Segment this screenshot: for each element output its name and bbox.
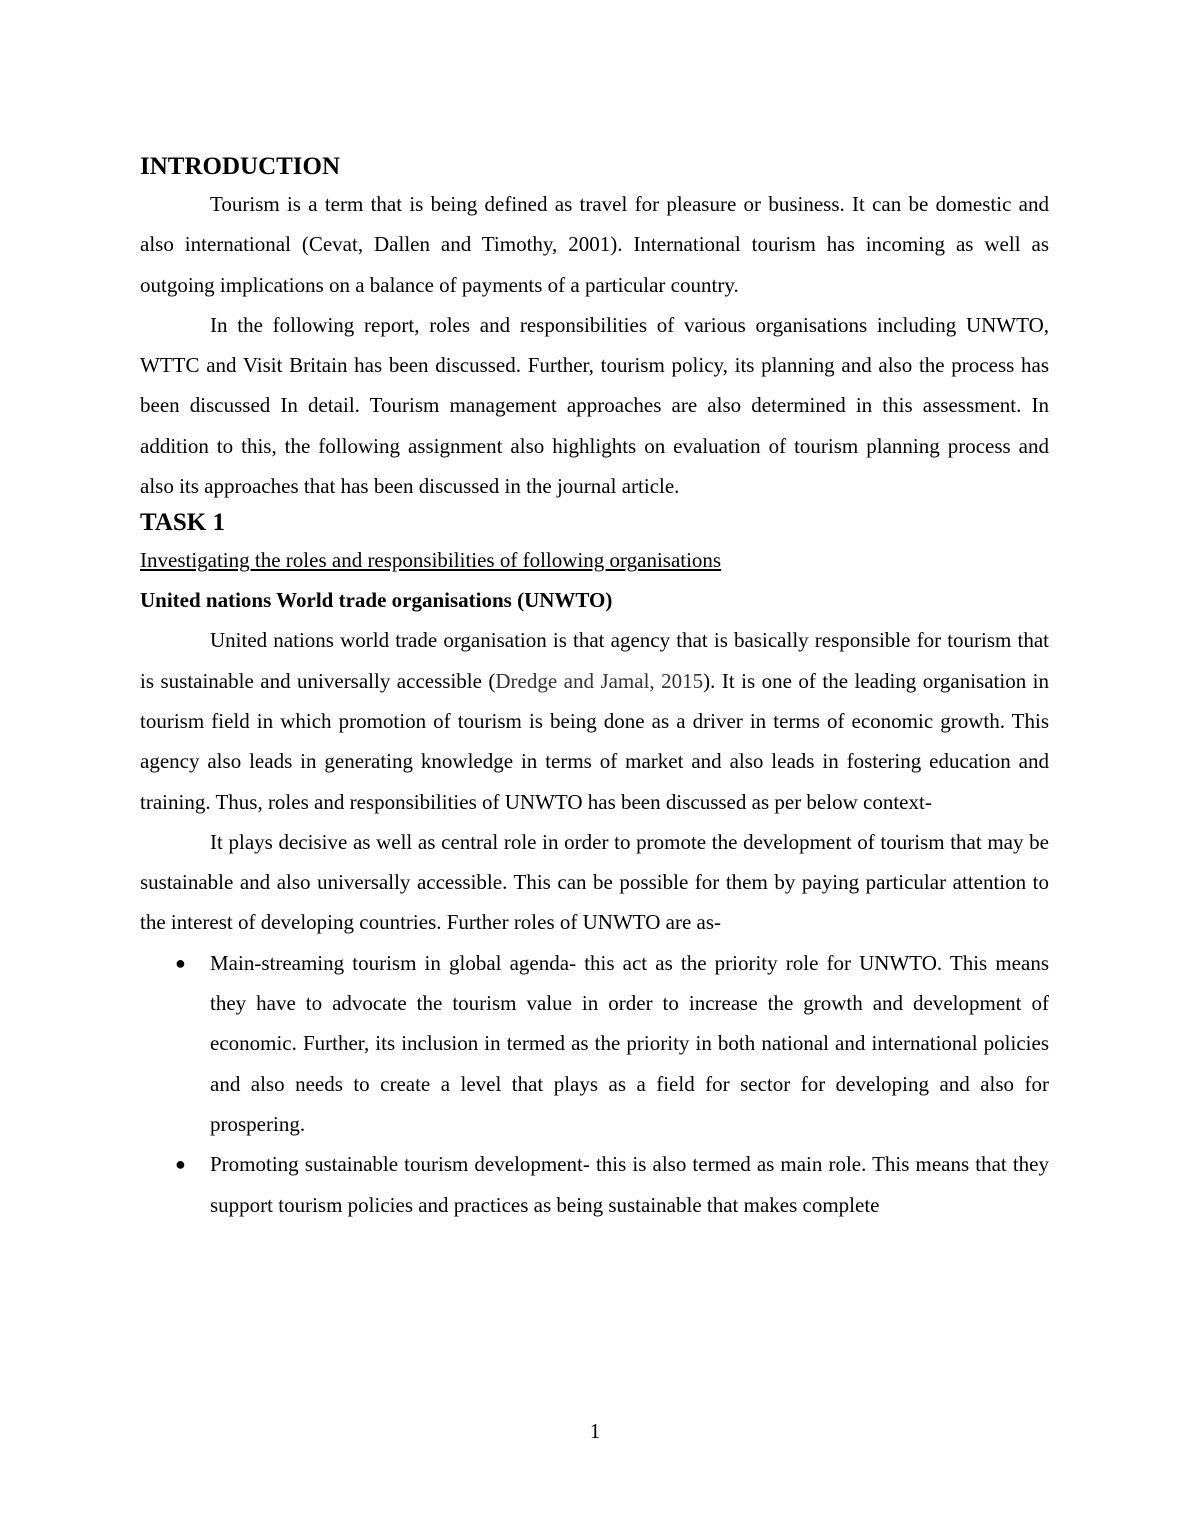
introduction-heading: INTRODUCTION: [140, 153, 341, 180]
intro-paragraph-2: In the following report, roles and responsibilities of various organisations including UNWTO, WTTC and Visit Britain has been discussed. Further, tourism policy, its planning and also the process has been discussed In detail. Tourism management approaches are also determined in this assessment. In addition to this, the following assignment also highlights on evaluation of tourism planning process and also its approaches that has been discussed in the journal article.: [140, 312, 1049, 499]
unwto-paragraph-2: It plays decisive as well as central role in order to promote the development of tourism that may be sustainable and also universally accessible. This can be possible for them by paying particular attention to the interest of developing countries. Further roles of UNWTO are as-: [140, 829, 1049, 935]
unwto-roles-list: [140, 943, 1049, 1225]
page-content: [140, 150, 1049, 1225]
bullet-icon: ●: [175, 952, 186, 973]
page-number: 1: [589, 1419, 601, 1443]
list-item: [140, 943, 1049, 1144]
citation-dredge-jamal: Dredge and Jamal, 2015: [495, 668, 704, 693]
list-item-text: Promoting sustainable tourism development- this is also termed as main role. This means that they support tourism policies and practices as being sustainable that makes complete: [210, 1152, 1049, 1217]
unwto-title: United nations World trade organisations (UNWTO): [140, 588, 613, 613]
task-1-heading: TASK 1: [140, 509, 225, 537]
unwto-paragraph-1-start: United nations world trade organisation is that agency that is basically responsible for tourism that is sustainable and universally accessible (: [140, 628, 1049, 693]
intro-paragraph-1: Tourism is a term that is being defined as travel for pleasure or business. It can be domestic and also international (Cevat, Dallen and Timothy, 2001). International tourism has incoming as well as outgoing implications on a balance of payments of a particular country.: [140, 192, 1049, 297]
unwto-paragraph-1: [140, 620, 1049, 821]
task-1-subheading: Investigating the roles and responsibilities of following organisations: [140, 548, 722, 573]
unwto-paragraph-1-end: ). It is one of the leading organisation in tourism field in which promotion of tourism is being done as a driver in terms of economic growth. This agency also leads in generating knowledge in terms of market and also leads in fostering education and training. Thus, roles and responsibilities of UNWTO has been discussed as per below context-: [140, 668, 1050, 814]
bullet-icon: ●: [175, 1154, 186, 1175]
list-item-text: Main-streaming tourism in global agenda- this act as the priority role for UNWTO. This means they have to advocate the tourism value in order to increase the growth and development of economic. Further, its inclusion in termed as the priority in both national and international policies and also needs to create a level that plays as a field for sector for developing and also for prospering.: [210, 950, 1049, 1136]
list-item: [140, 1144, 1049, 1225]
